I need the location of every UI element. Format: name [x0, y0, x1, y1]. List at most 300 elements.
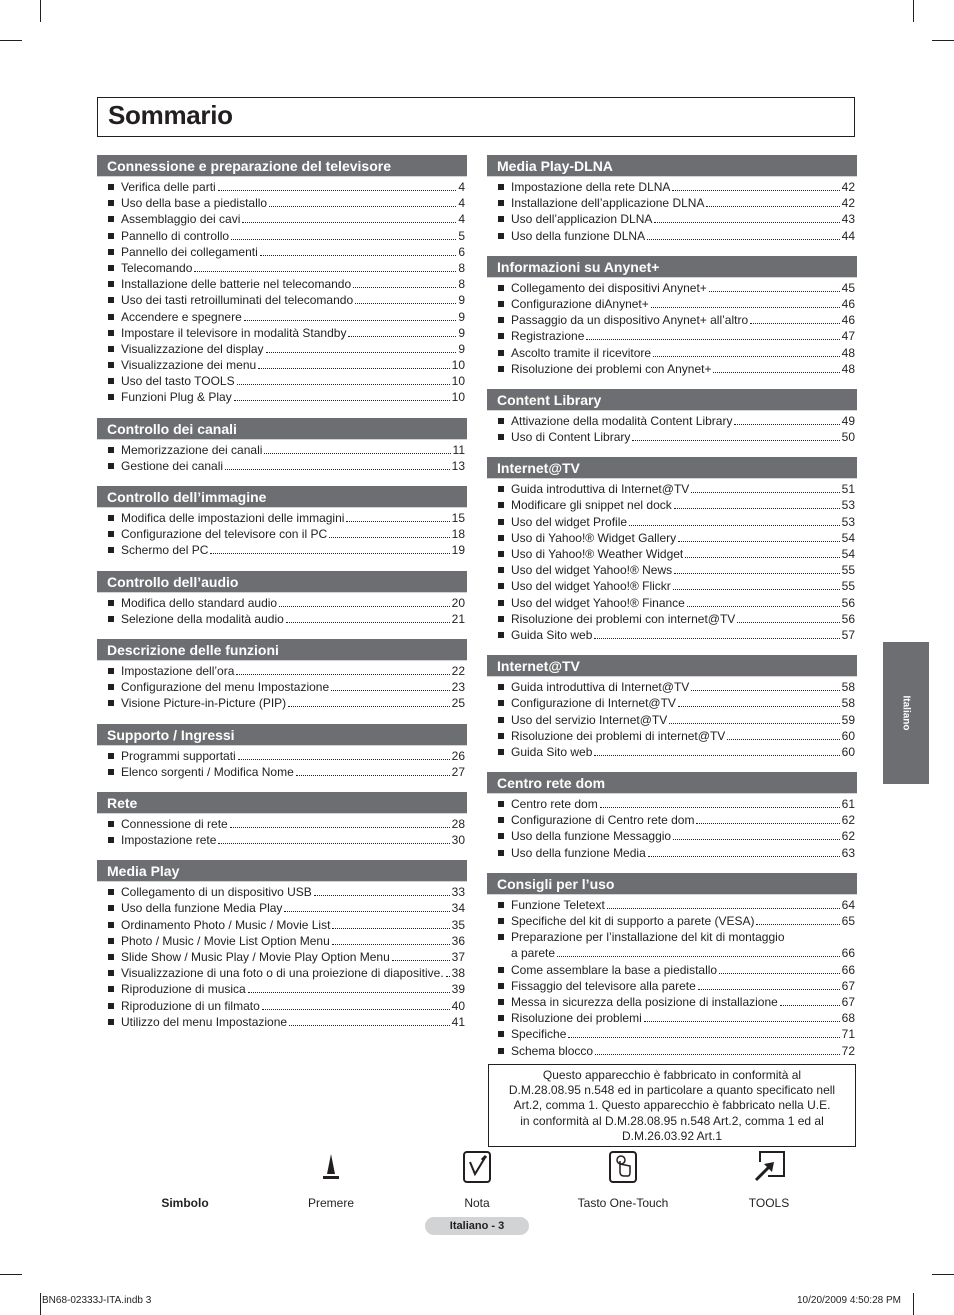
toc-entry-label: Uso dei tasti retroilluminati del telecomando — [121, 293, 354, 308]
toc-entry[interactable] — [487, 994, 857, 1010]
toc-entry[interactable] — [487, 481, 857, 497]
bullet-icon — [498, 833, 504, 839]
toc-entry[interactable] — [487, 929, 857, 945]
toc-entry-page: 38 — [451, 966, 466, 981]
toc-entry[interactable] — [97, 764, 467, 780]
toc-entry-label: Messa in sicurezza della posizione di installazione — [511, 994, 778, 1009]
toc-entry[interactable] — [487, 312, 857, 328]
bullet-icon — [108, 378, 114, 384]
toc-entry-label: Uso di Content Library — [511, 430, 631, 445]
leader-dots — [289, 1025, 450, 1026]
toc-entry[interactable] — [487, 962, 857, 978]
section-heading: Centro rete dom — [487, 772, 857, 794]
toc-entry-label: Risoluzione dei problemi con Anynet+ — [511, 361, 712, 376]
toc-entry[interactable] — [487, 595, 857, 611]
section-heading: Consigli per l’uso — [487, 873, 857, 895]
toc-entry[interactable] — [487, 1043, 857, 1059]
crop-mark — [40, 0, 41, 22]
toc-entry-page: 56 — [841, 595, 855, 610]
toc-entry-page: 71 — [841, 1027, 855, 1042]
toc-entry[interactable] — [487, 497, 857, 513]
toc-entry[interactable] — [487, 679, 857, 695]
toc-entry[interactable] — [97, 998, 467, 1014]
toc-entry[interactable] — [487, 179, 857, 195]
toc-entry-label: Impostazione rete — [121, 833, 217, 848]
toc-entry[interactable] — [97, 1014, 467, 1030]
bullet-icon — [498, 551, 504, 557]
toc-entry-label: Guida Sito web — [511, 627, 593, 642]
toc-entry[interactable] — [97, 900, 467, 916]
toc-entry[interactable] — [487, 712, 857, 728]
toc-entry-page: 34 — [451, 901, 465, 916]
toc-entry[interactable] — [97, 679, 467, 695]
bullet-icon — [498, 216, 504, 222]
toc-entry-label: Impostazione dell’ora — [121, 663, 235, 678]
toc-entry-list — [487, 679, 857, 760]
toc-entry[interactable] — [487, 562, 857, 578]
toc-entry[interactable] — [487, 695, 857, 711]
crop-mark — [0, 1274, 22, 1275]
toc-entry[interactable] — [97, 179, 467, 195]
symbol-tools — [709, 1150, 829, 1210]
leader-dots — [709, 291, 840, 292]
bullet-icon — [108, 233, 114, 239]
toc-entry-page: 55 — [841, 563, 855, 578]
toc-entry[interactable] — [97, 748, 467, 764]
section-heading: Controllo dell’audio — [97, 571, 467, 593]
bullet-icon — [498, 486, 504, 492]
toc-entry-page: 26 — [451, 748, 465, 763]
toc-entry-label: Uso del widget Yahoo!® Flickr — [511, 579, 671, 594]
toc-entry-page: 53 — [841, 514, 855, 529]
page-title: Sommario — [108, 100, 233, 130]
toc-entry-label: Uso del widget Profile — [511, 514, 628, 529]
toc-entry[interactable] — [487, 546, 857, 562]
bullet-icon — [498, 519, 504, 525]
toc-entry[interactable] — [487, 228, 857, 244]
toc-entry-list — [97, 884, 467, 1030]
toc-entry[interactable] — [487, 345, 857, 361]
toc-entry[interactable] — [97, 933, 467, 949]
leader-dots — [734, 424, 839, 425]
toc-entry[interactable] — [487, 211, 857, 227]
leader-dots — [332, 928, 449, 929]
leader-dots — [651, 307, 840, 308]
toc-entry[interactable] — [97, 695, 467, 711]
one-touch-icon — [563, 1150, 683, 1184]
leader-dots — [258, 368, 449, 369]
toc-section — [97, 155, 467, 406]
toc-entry[interactable] — [487, 796, 857, 812]
toc-entry-label: Visualizzazione di una foto o di una proiezione di diapositive. — [121, 966, 444, 981]
bullet-icon — [498, 317, 504, 323]
leader-dots — [194, 271, 456, 272]
toc-entry[interactable] — [97, 228, 467, 244]
toc-entry[interactable] — [97, 981, 467, 997]
toc-entry[interactable] — [97, 276, 467, 292]
toc-entry-page: 66 — [841, 946, 855, 961]
leader-dots — [262, 1009, 450, 1010]
toc-entry-label: Modificare gli snippet nel dock — [511, 498, 672, 513]
toc-entry-page: 10 — [451, 390, 465, 405]
leader-dots — [647, 239, 840, 240]
toc-entry-page: 56 — [841, 611, 855, 626]
toc-entry-label: Uso del widget Yahoo!® Finance — [511, 595, 685, 610]
toc-entry-page: 54 — [841, 547, 855, 561]
toc-entry[interactable] — [487, 1026, 857, 1042]
leader-dots — [264, 453, 450, 454]
footer-timestamp: 10/20/2009 4:50:28 PM — [797, 1295, 901, 1306]
leader-dots — [653, 356, 840, 357]
toc-entry[interactable] — [97, 309, 467, 325]
bullet-icon — [108, 837, 114, 843]
bullet-icon — [108, 265, 114, 271]
bullet-icon — [108, 668, 114, 674]
toc-entry-page: 33 — [451, 885, 465, 900]
toc-entry[interactable] — [487, 812, 857, 828]
toc-entry-page: 9 — [458, 341, 465, 356]
toc-entry-page: 60 — [841, 728, 855, 743]
toc-entry[interactable] — [97, 663, 467, 679]
toc-entry-label: Come assemblare la base a piedistallo — [511, 962, 718, 977]
toc-entry-label: Elenco sorgenti / Modifica Nome — [121, 764, 294, 779]
toc-entry-page: 58 — [841, 696, 855, 711]
leader-dots — [673, 589, 840, 590]
toc-entry[interactable] — [487, 828, 857, 844]
symbol-caption: TOOLS — [748, 1196, 790, 1210]
toc-entry[interactable] — [97, 325, 467, 341]
bullet-icon — [108, 753, 114, 759]
toc-entry-page: 10 — [451, 358, 465, 373]
toc-entry[interactable] — [97, 357, 467, 373]
toc-entry[interactable] — [97, 389, 467, 405]
toc-entry-label: Collegamento dei dispositivi Anynet+ — [511, 280, 707, 295]
bullet-icon — [108, 515, 114, 521]
toc-entry-page: 57 — [841, 627, 855, 642]
section-heading: Media Play-DLNA — [487, 155, 857, 177]
bullet-icon — [498, 616, 504, 622]
toc-entry[interactable] — [487, 744, 857, 760]
toc-entry[interactable] — [97, 884, 467, 900]
bullet-icon — [498, 583, 504, 589]
bullet-icon — [498, 333, 504, 339]
bullet-icon — [498, 733, 504, 739]
toc-section — [97, 571, 467, 627]
bullet-icon — [498, 418, 504, 424]
leader-dots — [225, 469, 450, 470]
toc-entry[interactable] — [97, 195, 467, 211]
toc-entry-list — [97, 816, 467, 848]
toc-entry-label: Guida Sito web — [511, 744, 593, 759]
toc-entry[interactable] — [487, 280, 857, 296]
toc-entry-page: 58 — [841, 680, 855, 695]
toc-entry[interactable] — [97, 965, 467, 981]
leader-dots — [557, 956, 840, 957]
toc-entry[interactable] — [487, 945, 857, 961]
leader-dots — [644, 1021, 840, 1022]
toc-entry[interactable] — [487, 978, 857, 994]
bullet-icon — [498, 285, 504, 291]
leader-dots — [629, 525, 840, 526]
toc-entry-page: 51 — [841, 482, 855, 497]
leader-dots — [600, 807, 840, 808]
toc-entry-page: 59 — [841, 712, 855, 727]
leader-dots — [231, 239, 456, 240]
bullet-icon — [108, 905, 114, 911]
toc-entry-label: Modifica delle impostazioni delle immagini — [121, 511, 345, 525]
toc-entry-label: Memorizzazione dei canali — [121, 442, 263, 457]
toc-entry[interactable] — [487, 845, 857, 861]
toc-entry[interactable] — [97, 526, 467, 542]
toc-entry-page: 43 — [841, 212, 855, 227]
toc-entry-page: 4 — [458, 180, 465, 194]
toc-entry-list — [97, 442, 467, 474]
leader-dots — [737, 622, 839, 623]
toc-entry-label: Configurazione di Internet@TV — [511, 696, 676, 711]
toc-section — [487, 256, 857, 377]
bullet-icon — [498, 434, 504, 440]
crop-mark — [932, 40, 954, 41]
toc-entry-page: 37 — [451, 950, 465, 964]
symbol-caption: Tasto One-Touch — [577, 1196, 669, 1210]
bullet-icon — [108, 922, 114, 928]
leader-dots — [331, 690, 450, 691]
toc-entry[interactable] — [97, 458, 467, 474]
bullet-icon — [498, 918, 504, 924]
toc-entry-page: 11 — [452, 442, 465, 457]
toc-entry[interactable] — [487, 296, 857, 312]
toc-entry[interactable] — [487, 361, 857, 377]
toc-entry[interactable] — [487, 578, 857, 594]
leader-dots — [727, 739, 839, 740]
toc-section — [487, 457, 857, 643]
leader-dots — [586, 339, 839, 340]
toc-entry-label: Ascolto tramite il ricevitore — [511, 345, 652, 360]
toc-entry[interactable] — [97, 917, 467, 933]
toc-entry-page: 4 — [458, 196, 465, 211]
toc-entry-label: Preparazione per l’installazione del kit di montaggio — [511, 930, 785, 945]
toc-entry-page: 47 — [841, 329, 855, 344]
toc-entry[interactable] — [487, 514, 857, 530]
section-heading: Internet@TV — [487, 457, 857, 479]
toc-entry-label: Registrazione — [511, 329, 585, 344]
toc-entry[interactable] — [487, 913, 857, 929]
leader-dots — [234, 400, 450, 401]
leader-dots — [607, 908, 840, 909]
toc-entry[interactable] — [97, 442, 467, 458]
symbol-one-touch — [563, 1150, 683, 1210]
toc-entry[interactable] — [97, 595, 467, 611]
leader-dots — [446, 976, 450, 977]
toc-entry[interactable] — [97, 211, 467, 227]
toc-entry-page: 19 — [451, 543, 465, 558]
toc-entry-label: Uso del tasto TOOLS — [121, 374, 235, 389]
bullet-icon — [498, 967, 504, 973]
toc-section — [487, 155, 857, 244]
toc-entry-page: 46 — [841, 313, 855, 328]
toc-entry-page: 30 — [451, 833, 465, 848]
toc-entry[interactable] — [97, 832, 467, 848]
bullet-icon — [498, 535, 504, 541]
bullet-icon — [108, 216, 114, 222]
bullet-icon — [108, 954, 114, 960]
toc-right-column — [487, 155, 857, 1071]
toc-entry-label: Utilizzo del menu Impostazione — [121, 1014, 288, 1029]
toc-entry[interactable] — [487, 1010, 857, 1026]
leader-dots — [780, 1005, 840, 1006]
toc-entry-page: 45 — [841, 280, 855, 295]
bullet-icon — [108, 1003, 114, 1009]
toc-entry-page: 66 — [841, 962, 855, 977]
leader-dots — [237, 384, 450, 385]
section-heading: Connessione e preparazione del televisore — [97, 155, 467, 177]
bullet-icon — [108, 889, 114, 895]
toc-entry-page: 46 — [841, 296, 855, 311]
toc-entry-list — [487, 179, 857, 244]
toc-entry[interactable] — [97, 373, 467, 389]
bullet-icon — [498, 717, 504, 723]
bullet-icon — [498, 366, 504, 372]
leader-dots — [674, 573, 839, 574]
bullet-icon — [108, 821, 114, 827]
toc-entry[interactable] — [97, 816, 467, 832]
toc-entry[interactable] — [487, 627, 857, 643]
bullet-icon — [498, 632, 504, 638]
notice-line: Art.2, comma 1. Questo apparecchio è fabbricato nella U.E. — [513, 1098, 831, 1113]
toc-entry[interactable] — [487, 611, 857, 627]
leader-dots — [713, 372, 839, 373]
toc-entry-page: 15 — [451, 511, 465, 525]
toc-entry-label: Specifiche del kit di supporto a parete (VESA) — [511, 914, 755, 928]
toc-section — [97, 724, 467, 780]
toc-entry-label: Uso dell’applicazion DLNA — [511, 212, 653, 227]
toc-entry-label: Risoluzione dei problemi — [511, 1011, 642, 1026]
bullet-icon — [498, 684, 504, 690]
toc-entry-page: 48 — [841, 345, 855, 360]
toc-entry[interactable] — [97, 292, 467, 308]
leader-dots — [672, 190, 839, 191]
toc-entry-label: Uso della base a piedistallo — [121, 196, 268, 211]
toc-entry-page: 9 — [458, 293, 465, 308]
toc-entry-list — [97, 510, 467, 559]
toc-entry-label: Assemblaggio dei cavi — [121, 212, 241, 227]
toc-entry-page: 25 — [451, 696, 465, 711]
toc-entry-page: 5 — [458, 228, 465, 243]
leader-dots — [260, 255, 457, 256]
toc-entry[interactable] — [487, 530, 857, 546]
toc-entry[interactable] — [487, 195, 857, 211]
toc-entry-page: 41 — [451, 1014, 465, 1029]
toc-entry-label: Verifica delle parti — [121, 180, 216, 194]
toc-entry-label: Schema blocco — [511, 1043, 594, 1058]
toc-entry[interactable] — [97, 341, 467, 357]
toc-entry-label: Uso della funzione Media — [511, 845, 646, 860]
toc-entry[interactable] — [487, 413, 857, 429]
toc-entry[interactable] — [487, 897, 857, 913]
toc-entry-page: 23 — [451, 680, 465, 695]
toc-entry[interactable] — [97, 510, 467, 526]
toc-entry[interactable] — [97, 611, 467, 627]
section-heading: Controllo dei canali — [97, 418, 467, 440]
leader-dots — [242, 222, 456, 223]
toc-entry-list — [487, 413, 857, 445]
toc-entry[interactable] — [97, 949, 467, 965]
toc-entry-page: 55 — [841, 579, 855, 594]
toc-entry-label: Configurazione del menu Impostazione — [121, 680, 330, 695]
toc-entry[interactable] — [487, 728, 857, 744]
toc-section — [487, 655, 857, 760]
toc-entry-page: 39 — [451, 982, 465, 997]
toc-entry-label: Selezione della modalità audio — [121, 611, 284, 626]
bullet-icon — [498, 502, 504, 508]
leader-dots — [654, 222, 839, 223]
toc-entry-list — [97, 179, 467, 406]
section-heading: Media Play — [97, 860, 467, 882]
toc-section — [487, 389, 857, 445]
toc-entry-page: 60 — [841, 744, 855, 759]
leader-dots — [288, 706, 449, 707]
toc-entry-label: Slide Show / Music Play / Movie Play Option Menu — [121, 950, 390, 964]
toc-entry[interactable] — [97, 542, 467, 558]
bullet-icon — [498, 200, 504, 206]
toc-entry[interactable] — [97, 244, 467, 260]
conformity-notice — [488, 1064, 856, 1147]
bullet-icon — [498, 1031, 504, 1037]
toc-entry-label: Configurazione diAnynet+ — [511, 296, 649, 311]
leader-dots — [218, 190, 457, 191]
leader-dots — [691, 492, 839, 493]
crop-mark — [40, 1293, 41, 1315]
toc-entry[interactable] — [97, 260, 467, 276]
bullet-icon — [108, 1019, 114, 1025]
leader-dots — [248, 992, 450, 993]
leader-dots — [266, 352, 457, 353]
toc-entry-page: 22 — [451, 663, 465, 678]
toc-entry-label: Gestione dei canali — [121, 458, 224, 473]
leader-dots — [238, 759, 450, 760]
toc-entry-page: 50 — [841, 430, 855, 445]
toc-entry-label: Passaggio da un dispositivo Anynet+ all’altro — [511, 313, 749, 328]
section-heading: Controllo dell’immagine — [97, 486, 467, 508]
symbol-caption: Premere — [307, 1196, 354, 1210]
bullet-icon — [108, 346, 114, 352]
toc-entry-page: 4 — [458, 212, 465, 227]
leader-dots — [355, 303, 456, 304]
toc-entry-label: Installazione dell’applicazione DLNA — [511, 196, 705, 211]
toc-entry-page: 67 — [841, 978, 855, 993]
toc-section — [97, 792, 467, 848]
toc-entry[interactable] — [487, 328, 857, 344]
toc-entry-label: Guida introduttiva di Internet@TV — [511, 680, 690, 695]
toc-entry[interactable] — [487, 429, 857, 445]
leader-dots — [279, 606, 450, 607]
toc-entry-label: Pannello di controllo — [121, 228, 230, 243]
toc-entry-label: Uso di Yahoo!® Weather Widget — [511, 547, 684, 561]
toc-entry-label: a parete — [511, 946, 556, 961]
bullet-icon — [498, 301, 504, 307]
toc-entry-list — [97, 748, 467, 780]
language-label: Italiano — [900, 695, 912, 731]
toc-section — [97, 418, 467, 474]
toc-entry-label: Guida introduttiva di Internet@TV — [511, 482, 690, 497]
toc-entry-page: 44 — [841, 228, 855, 243]
leader-dots — [750, 323, 839, 324]
bullet-icon — [498, 902, 504, 908]
leader-dots — [648, 856, 840, 857]
toc-entry-page: 49 — [841, 413, 855, 428]
toc-entry-label: Funzione Teletext — [511, 897, 605, 912]
section-heading: Content Library — [487, 389, 857, 411]
